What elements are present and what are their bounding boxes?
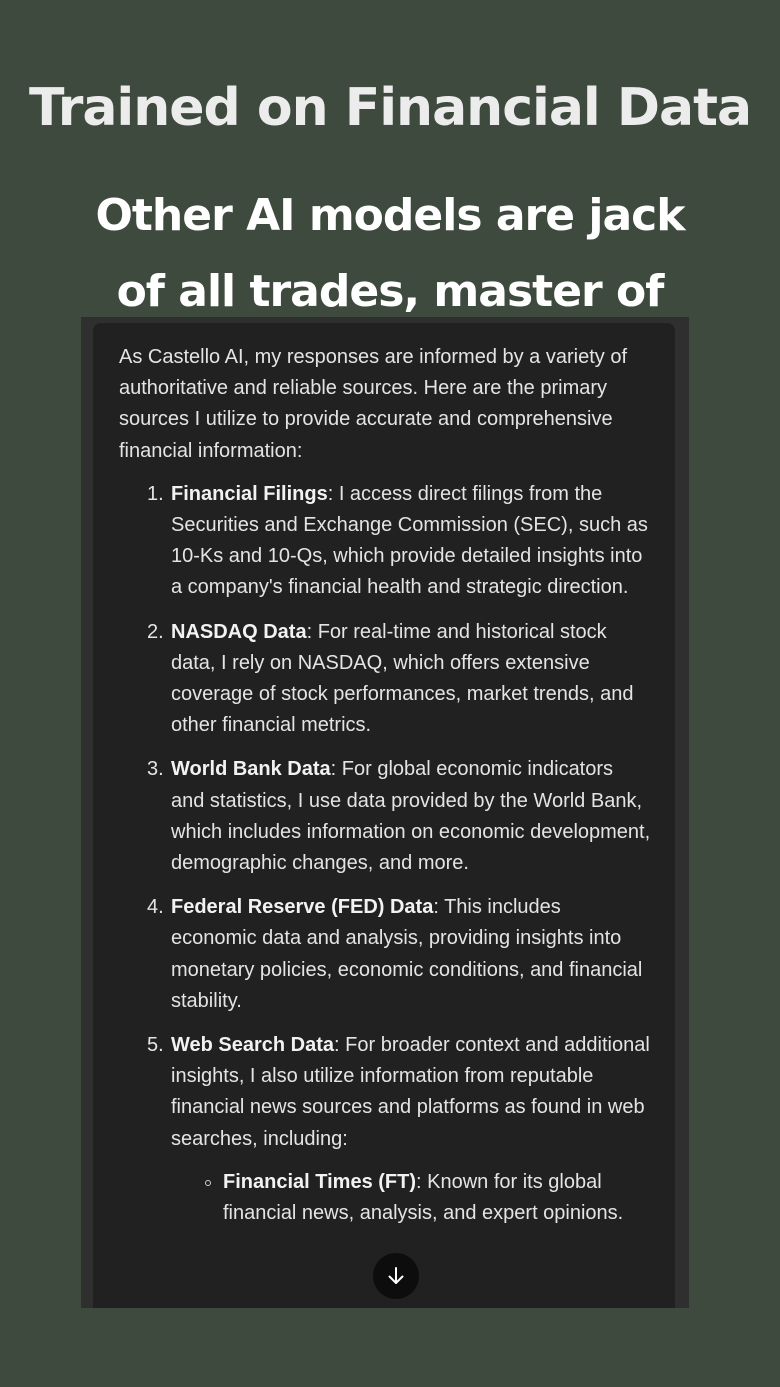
list-item bbox=[119, 892, 651, 1017]
list-item bbox=[119, 754, 651, 879]
sub-source-description: : Known for its global financial news, analysis, and expert opinions. bbox=[223, 1170, 624, 1225]
source-description: : For global economic indicators and statistics, I use data provided by the World Bank, which includes information on economic development, demographic changes, and more. bbox=[171, 758, 651, 875]
list-number: 5. bbox=[147, 1034, 164, 1057]
list-number: 3. bbox=[147, 758, 164, 781]
list-item bbox=[119, 1030, 651, 1229]
source-title: Financial Filings bbox=[171, 482, 328, 505]
subheadline-line-2: of all trades, master of bbox=[116, 266, 664, 317]
source-title: Federal Reserve (FED) Data bbox=[171, 896, 434, 919]
list-item bbox=[119, 617, 651, 742]
chat-response-panel bbox=[93, 323, 675, 1308]
scroll-to-bottom-button[interactable] bbox=[373, 1253, 419, 1299]
sub-source-title: Financial Times (FT) bbox=[223, 1170, 416, 1193]
source-title: Web Search Data bbox=[171, 1034, 335, 1057]
subheadline bbox=[0, 178, 780, 330]
source-description: : For broader context and additional insights, I also utilize information from reputable financial news sources and platforms as found in web searches, including: bbox=[171, 1034, 650, 1150]
list-number: 2. bbox=[147, 620, 164, 643]
sources-list bbox=[119, 479, 651, 1229]
source-description: : For real-time and historical stock data, I rely on NASDAQ, which offers extensive coverage of stock performances, market trends, and other financial metrics. bbox=[171, 620, 634, 737]
headline: Trained on Financial Data bbox=[28, 78, 752, 138]
source-description: : I access direct filings from the Securities and Exchange Commission (SEC), such as 10-Ks and 10-Qs, which provide detailed insights into a company's financial health and strategic direction. bbox=[171, 482, 648, 599]
chat-response-content bbox=[119, 342, 651, 1242]
list-item bbox=[119, 479, 651, 604]
hollow-bullet-icon bbox=[205, 1180, 211, 1186]
response-intro: As Castello AI, my responses are informed by a variety of authoritative and reliable sources. Here are the primary sources I utilize to provide accurate and comprehensive financial information: bbox=[119, 346, 627, 462]
arrow-down-icon bbox=[385, 1265, 407, 1287]
list-number: 1. bbox=[147, 482, 164, 505]
list-number: 4. bbox=[147, 896, 164, 919]
source-description: : This includes economic data and analysis, providing insights into monetary policies, economic conditions, and financial stability. bbox=[171, 896, 643, 1012]
source-title: NASDAQ Data bbox=[171, 620, 307, 643]
sub-sources-list bbox=[171, 1167, 651, 1229]
source-title: World Bank Data bbox=[171, 758, 331, 781]
subheadline-line-1: Other AI models are jack bbox=[95, 190, 685, 241]
sub-list-item bbox=[171, 1167, 651, 1229]
